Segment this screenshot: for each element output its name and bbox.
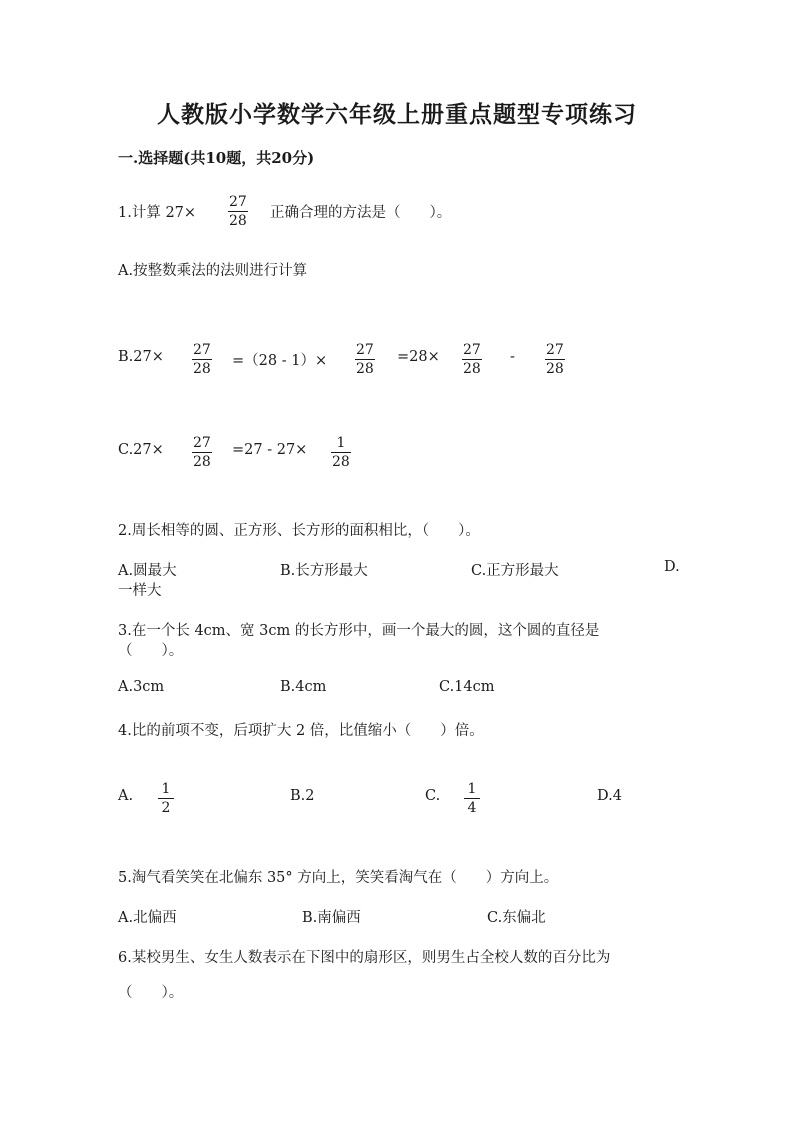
denominator: 2 (161, 800, 171, 816)
q4-option-c: C. (425, 788, 441, 804)
q1-option-a: A.按整数乘法的法则进行计算 (118, 263, 308, 279)
q1-c-fraction1 (192, 435, 212, 470)
numerator: 27 (193, 342, 211, 358)
q3-option-c: C.14cm (439, 679, 495, 695)
section-heading: 一.选择题(共10题，共20分) (118, 149, 315, 167)
q4-option-c-fraction (464, 781, 480, 816)
denominator: 28 (332, 454, 350, 470)
q4-option-a-fraction (158, 781, 174, 816)
q1-c-fraction2 (331, 435, 351, 470)
q3-stem-line2: （ ）。 (118, 643, 184, 659)
q2-option-a: A.圆最大 (118, 563, 177, 579)
q1-c-part2: =27 - 27× (232, 442, 308, 458)
denominator: 4 (467, 800, 477, 816)
page-title: 人教版小学数学六年级上册重点题型专项练习 (157, 101, 637, 128)
q1-fraction (228, 194, 248, 229)
numerator: 27 (356, 342, 374, 358)
q1-b-part4: - (510, 349, 515, 365)
q1-b-fraction2 (355, 342, 375, 377)
numerator: 1 (467, 781, 477, 797)
denominator: 28 (356, 361, 374, 377)
q4-stem: 4.比的前项不变，后项扩大 2 倍，比值缩小（ ）倍。 (118, 723, 484, 739)
q3-option-b: B.4cm (280, 679, 327, 695)
q1-c-part1: C.27× (118, 442, 164, 458)
q5-option-c: C.东偏北 (487, 910, 546, 926)
q1-b-fraction3 (462, 342, 482, 377)
q4-option-b: B.2 (290, 788, 315, 804)
numerator: 1 (336, 435, 346, 451)
q4-option-a: A. (118, 788, 134, 804)
q2-option-d-text: 一样大 (118, 583, 162, 599)
q5-stem: 5.淘气看笑笑在北偏东 35° 方向上，笑笑看淘气在（ ）方向上。 (118, 870, 559, 886)
q6-stem-line1: 6.某校男生、女生人数表示在下图中的扇形区，则男生占全校人数的百分比为 (118, 950, 611, 966)
q3-stem-line1: 3.在一个长 4cm、宽 3cm 的长方形中，画一个最大的圆，这个圆的直径是 (118, 623, 600, 639)
q4-option-d: D.4 (597, 788, 622, 804)
denominator: 28 (193, 454, 211, 470)
q1-b-fraction4 (545, 342, 565, 377)
q6-stem-line2: （ ）。 (118, 985, 184, 1001)
numerator: 27 (229, 194, 247, 210)
numerator: 1 (161, 781, 171, 797)
denominator: 28 (193, 361, 211, 377)
q1-b-part1: B.27× (118, 349, 164, 365)
q2-option-d: D. (664, 559, 680, 575)
numerator: 27 (546, 342, 564, 358)
q2-option-b: B.长方形最大 (280, 563, 368, 579)
q1-b-fraction1 (192, 342, 212, 377)
q2-option-c: C.正方形最大 (471, 563, 559, 579)
q1-b-part3: =28× (397, 349, 440, 365)
denominator: 28 (463, 361, 481, 377)
q2-stem: 2.周长相等的圆、正方形、长方形的面积相比，（ ）。 (118, 523, 480, 539)
numerator: 27 (463, 342, 481, 358)
numerator: 27 (193, 435, 211, 451)
q1-stem-end: 正确合理的方法是（ ）。 (270, 205, 452, 221)
q5-option-b: B.南偏西 (302, 910, 361, 926)
q1-b-part2: =（28 - 1）× (232, 353, 328, 369)
q5-option-a: A.北偏西 (118, 910, 177, 926)
q3-option-a: A.3cm (118, 679, 165, 695)
denominator: 28 (546, 361, 564, 377)
q1-stem-start: 1.计算 27× (118, 205, 197, 221)
denominator: 28 (229, 213, 247, 229)
